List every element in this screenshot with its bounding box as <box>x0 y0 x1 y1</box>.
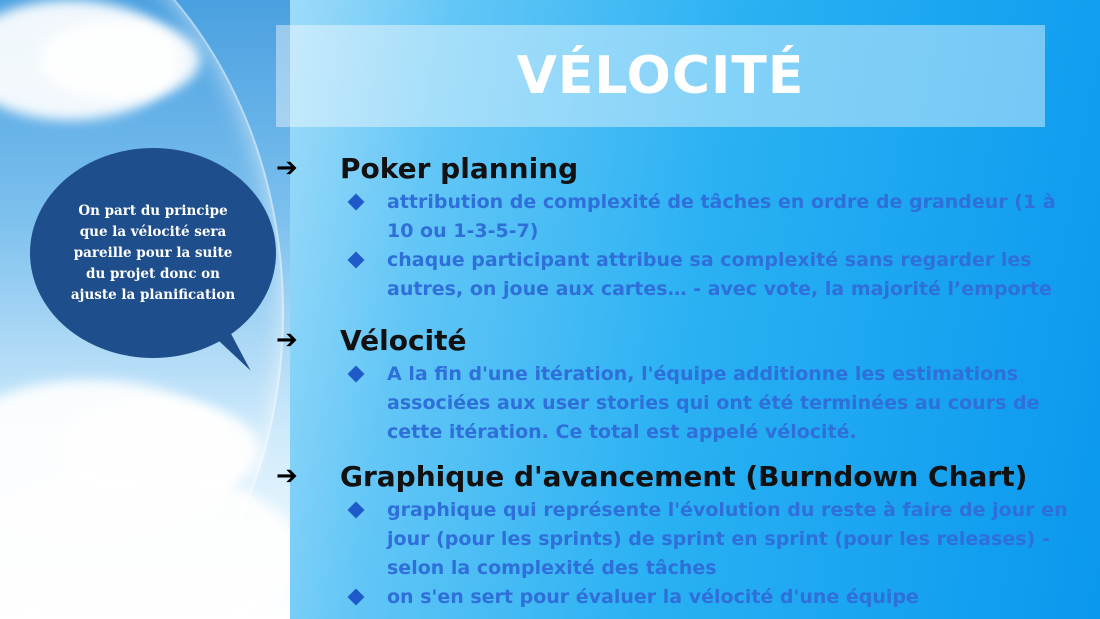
bullet-item <box>344 188 1086 246</box>
right-arrow-icon: ➔ <box>276 153 298 183</box>
bullet-text: chaque participant attribue sa complexité sans regarder les autres, on joue aux cartes… - avec vote, la majorité l’emporte <box>387 249 1052 300</box>
diamond-icon <box>348 502 365 519</box>
section-burndown <box>276 456 1086 612</box>
diamond-icon <box>348 589 365 606</box>
bullet-item <box>344 360 1086 447</box>
right-arrow-icon: ➔ <box>276 325 298 355</box>
bullet-item <box>344 583 1086 612</box>
diamond-icon <box>348 252 365 269</box>
callout-text: On part du principe que la vélocité sera pareille pour la suite du projet donc on ajuste la planification <box>70 202 236 303</box>
section-velocite <box>276 320 1086 456</box>
section-heading: Vélocité <box>340 323 467 357</box>
bullet-text: on s'en sert pour évaluer la vélocité d'une équipe <box>387 586 919 608</box>
slide-content <box>276 148 1086 612</box>
diamond-icon <box>348 194 365 211</box>
bullet-text: A la fin d'une itération, l'équipe additionne les estimations associées aux user stories qui ont été terminées au cours de cette itération. Ce total est appelé vélocité. <box>387 363 1040 443</box>
title-banner <box>276 25 1045 127</box>
bullet-text: graphique qui représente l'évolution du reste à faire de jour en jour (pour les sprints) de sprint en sprint (pour les releases) - selon la complexité des tâches <box>387 499 1068 579</box>
section-heading: Graphique d'avancement (Burndown Chart) <box>340 459 1028 493</box>
right-arrow-icon: ➔ <box>276 461 298 491</box>
bullet-item <box>344 496 1086 583</box>
bullet-item <box>344 246 1086 304</box>
callout-bubble <box>30 148 276 358</box>
slide-title: VÉLOCITÉ <box>516 46 805 106</box>
diamond-icon <box>348 366 365 383</box>
bullet-text: attribution de complexité de tâches en ordre de grandeur (1 à 10 ou 1-3-5-7) <box>387 191 1056 242</box>
section-heading: Poker planning <box>340 151 579 185</box>
section-poker-planning <box>276 148 1086 320</box>
